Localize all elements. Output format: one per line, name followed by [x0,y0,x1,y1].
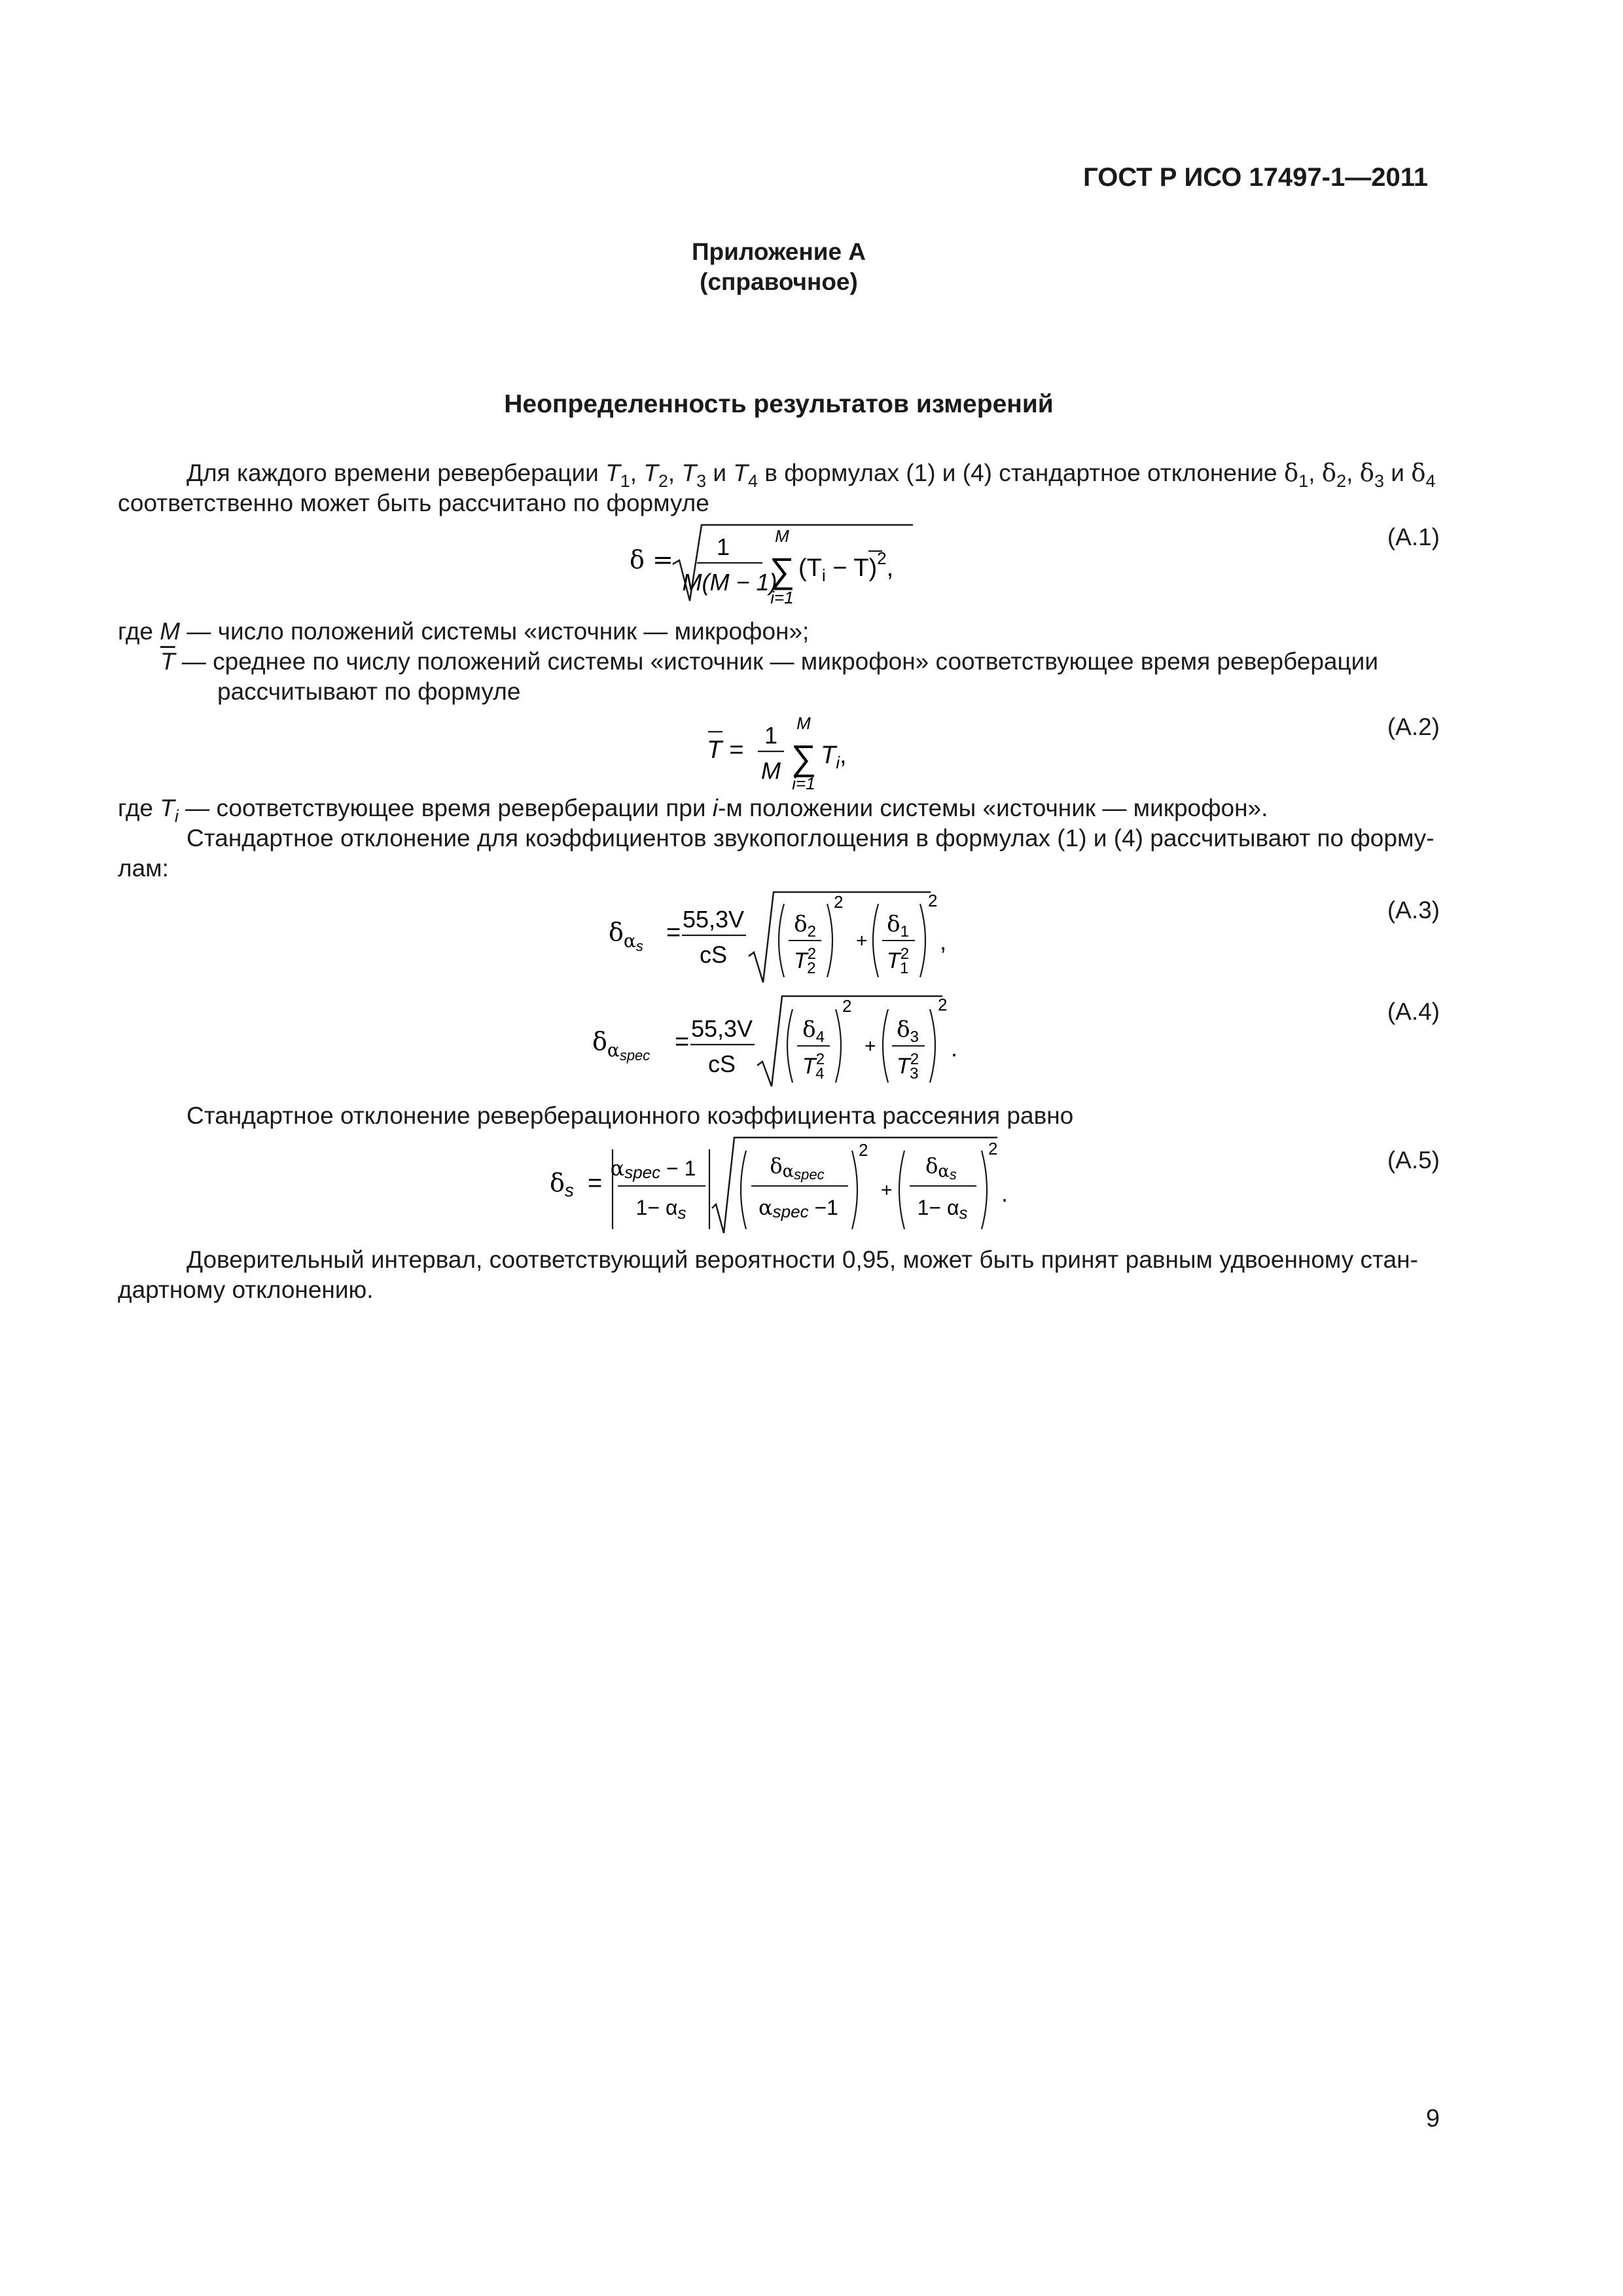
para1-line1: Для каждого времени реверберации $T_1$, $T_2$, $T_3$ и $T_4$ в формулах (1) и (4) стандартное отклонение $\delta_1$, $\delta_2$, $\delta_3$ и $\delta_4$ [187,459,1436,491]
svg-text:2: 2 [988,1139,998,1158]
svg-text:δαspec: δαspec [770,1153,825,1183]
svg-text:(Ti − T)2,: $(T_i - T)^2$, [798,548,894,585]
section-title: Неопределенность результатов измерений [504,390,1054,418]
eq-a1-sigma: ∑ [769,551,795,590]
para2-line2: лам: [118,855,169,882]
eq-a2-den: M [761,757,781,784]
svg-text:2: 2 [859,1140,868,1160]
equation-a5 [550,1131,1034,1236]
svg-text:2: 2 [842,996,852,1016]
eq-a4-number: (А.4) [1387,998,1440,1025]
eq-a1-lhs: δ = [630,545,673,574]
svg-text:+: + [881,1179,893,1201]
svg-text:1− αs: 1− αs [635,1196,687,1223]
svg-text:2: 2 [938,995,948,1014]
eq-a2-lhs: T = [707,736,743,764]
eq-a3-num: 55,3V [682,906,745,933]
svg-text:T24: $T^2$ 4 [802,1050,825,1083]
svg-text:αspec − 1: αspec − 1 [610,1156,696,1182]
page-number: 9 [1425,2105,1440,2132]
eq-a1-sum-top: M [775,526,789,546]
eq-a3-number: (А.3) [1387,897,1440,924]
svg-text:=: = [666,919,681,946]
svg-text:δ1: $\delta_1$ [887,911,909,941]
svg-text:T23: $T^2$ 3 [896,1050,919,1083]
svg-text:δs: $\delta_s$ [550,1168,574,1200]
svg-text:δ2: $\delta_2$ [794,911,816,941]
eq-a4-num: 55,3V [690,1015,753,1042]
equation-a1 [615,517,955,609]
para1-line2: соответственно может быть рассчитано по формуле [118,490,709,516]
para4-line2: дартному отклонению. [118,1276,374,1303]
eq-a2-sum-top: M [796,713,811,733]
eq-a2-num: 1 [764,722,778,749]
eq-a2-number: (А.2) [1387,713,1440,740]
svg-text:2: 2 [928,891,938,910]
para3-line: Стандартное отклонение реверберационного коэффициента рассеяния равно [187,1102,1074,1129]
eq-a1-den: M(M − 1) [682,569,777,596]
eq-a1-sum-bot: i=1 [770,588,794,607]
equation-a3 [609,887,962,985]
para2-line1: Стандартное отклонение для коэффициентов звукопоглощения в формулах (1) и (4) рассчитывают по форму- [187,825,1435,852]
where1-line3: рассчитывают по формуле [217,678,521,705]
eq-a2-sigma: ∑ [791,738,817,778]
svg-text:=: = [675,1028,690,1056]
svg-text:+: + [865,1035,876,1057]
where2-line: где $T_i$ — соответствующее время реверберации при i-м положении системы «источник — микрофон». [118,795,1268,826]
svg-text:T22: $T^2$ 2 [793,945,817,977]
svg-text:,: , [940,928,947,955]
annex-status: (справочное) [700,268,858,295]
equation-a2 [700,706,870,791]
eq-a4-den: cS [707,1050,736,1077]
svg-text:δαs: $\delta_\alpha s$ [609,918,643,954]
svg-text:Ti,: $T_i$, [821,742,847,772]
svg-text:.: . [951,1035,958,1062]
where1-line1: где M — число положений системы «источник — микрофон»; [118,618,810,645]
svg-text:T21: $T^2$ 1 [886,945,910,977]
svg-text:=: = [588,1170,603,1197]
svg-text:δαs: δαs [925,1153,957,1183]
para4-line1: Доверительный интервал, соответствующий вероятности 0,95, может быть принят равным удвоенному стан- [187,1246,1418,1273]
equation-a4 [592,988,985,1086]
svg-text:1− αs: 1− αs [917,1196,968,1223]
annex-title: Приложение А [691,238,866,265]
where1-line2: $\overline{T}$ — среднее по числу положений системы «источник — микрофон» соответствующее время реверберации [160,648,1379,675]
eq-a1-number: (А.1) [1387,524,1440,550]
svg-text:2: 2 [834,892,844,912]
standard-code: ГОСТ Р ИСО 17497-1—2011 [1083,163,1428,192]
svg-text:.: . [1001,1180,1008,1207]
svg-text:δαspec: $\delta_\alpha spec$ [592,1027,651,1064]
eq-a2-sum-bot: i=1 [792,774,815,791]
eq-a5-number: (А.5) [1387,1147,1440,1174]
svg-text:δ4: $\delta_4$ [802,1016,825,1046]
eq-a1-num: 1 [716,533,730,560]
svg-text:αspec −1: αspec −1 [758,1195,838,1221]
eq-a3-den: cS [699,941,728,968]
svg-text:δ3: $\delta_3$ [897,1016,919,1046]
svg-text:+: + [856,930,868,952]
